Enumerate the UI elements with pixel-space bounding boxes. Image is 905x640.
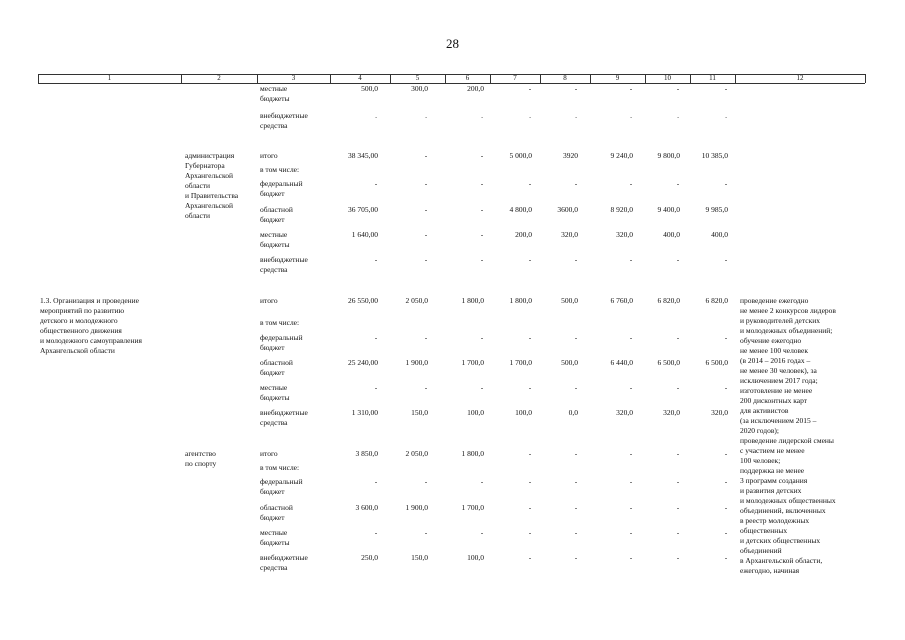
amount-cell-c10: - xyxy=(676,449,680,458)
column-header: 7 xyxy=(513,74,517,82)
amount-cell-c7: - xyxy=(528,477,532,486)
column-header: 4 xyxy=(358,74,362,82)
amount-cell-c6: 1 700,0 xyxy=(461,503,484,512)
amount-cell-c5: - xyxy=(424,179,428,188)
amount-cell-c5: 1 900,0 xyxy=(405,358,428,367)
amount-cell-c9: - xyxy=(629,179,633,188)
amount-cell-c11: 10 385,0 xyxy=(701,151,728,160)
header-column-divider xyxy=(865,74,866,83)
amount-cell-c4: - xyxy=(374,383,378,392)
amount-cell-c9: - xyxy=(629,477,633,486)
funding-source-label: в том числе: xyxy=(260,463,300,472)
amount-cell-c6: - xyxy=(480,230,484,239)
amount-cell-c11: 400,0 xyxy=(711,230,728,239)
amount-cell-c4: - xyxy=(374,255,378,264)
amount-cell-c6: - xyxy=(480,255,484,264)
amount-cell-c5: - xyxy=(424,255,428,264)
amount-cell-c6: - xyxy=(480,383,484,392)
amount-cell-c10: 6 820,0 xyxy=(657,296,680,305)
amount-cell-c10: 9 400,0 xyxy=(657,205,680,214)
amount-cell-c4: 1 640,00 xyxy=(351,230,378,239)
amount-cell-c10: 6 500,0 xyxy=(657,358,680,367)
amount-cell-c6: - xyxy=(480,179,484,188)
funding-source-label: в том числе: xyxy=(260,165,300,174)
amount-cell-c9: - xyxy=(629,333,633,342)
amount-cell-c5: - xyxy=(424,383,428,392)
amount-cell-c6: - xyxy=(480,477,484,486)
funding-source-label: внебюджетные средства xyxy=(260,255,308,274)
amount-cell-c5: - xyxy=(424,333,428,342)
amount-cell-c6: - xyxy=(480,205,484,214)
amount-cell-c7: 100,0 xyxy=(515,408,532,417)
amount-cell-c9: - xyxy=(629,449,633,458)
amount-cell-c6: 1 800,0 xyxy=(461,296,484,305)
funding-source-label: итого xyxy=(260,296,278,305)
amount-cell-c4: 250,0 xyxy=(361,553,378,562)
amount-cell-c8: - xyxy=(574,528,578,537)
funding-source-label: местные бюджеты xyxy=(260,528,290,547)
amount-cell-c11: - xyxy=(724,333,728,342)
amount-cell-c7: 5 000,0 xyxy=(509,151,532,160)
amount-cell-c10: - xyxy=(676,477,680,486)
amount-cell-c11: . xyxy=(725,111,727,120)
column-header: 9 xyxy=(615,74,620,82)
amount-cell-c11: - xyxy=(724,383,728,392)
amount-cell-c7: 200,0 xyxy=(515,230,532,239)
amount-cell-c6: - xyxy=(480,528,484,537)
amount-cell-c7: - xyxy=(528,383,532,392)
funding-source-label: в том числе: xyxy=(260,318,300,327)
amount-cell-c11: - xyxy=(724,553,728,562)
amount-cell-c11: 320,0 xyxy=(711,408,728,417)
amount-cell-c6: - xyxy=(480,151,484,160)
amount-cell-c11: - xyxy=(724,84,728,93)
amount-cell-c8: - xyxy=(574,477,578,486)
amount-cell-c7: - xyxy=(528,84,532,93)
amount-cell-c8: 3920 xyxy=(563,151,578,160)
amount-cell-c10: 400,0 xyxy=(663,230,680,239)
amount-cell-c8: . xyxy=(575,111,577,120)
amount-cell-c10: - xyxy=(676,528,680,537)
page-number: 28 xyxy=(446,36,459,51)
amount-cell-c7: - xyxy=(528,179,532,188)
amount-cell-c9: 320,0 xyxy=(616,230,633,239)
amount-cell-c8: - xyxy=(574,503,578,512)
amount-cell-c9: 9 240,0 xyxy=(610,151,633,160)
amount-cell-c11: - xyxy=(724,503,728,512)
amount-cell-c9: . xyxy=(630,111,632,120)
amount-cell-c8: - xyxy=(574,553,578,562)
amount-cell-c5: . xyxy=(425,111,427,120)
amount-cell-c10: - xyxy=(676,333,680,342)
amount-cell-c7: - xyxy=(528,449,532,458)
amount-cell-c5: 300,0 xyxy=(411,84,428,93)
amount-cell-c7: - xyxy=(528,528,532,537)
amount-cell-c11: - xyxy=(724,528,728,537)
funding-source-label: федеральный бюджет xyxy=(260,179,303,198)
amount-cell-c5: 2 050,0 xyxy=(405,296,428,305)
column-header: 6 xyxy=(465,74,470,82)
amount-cell-c6: 100,0 xyxy=(467,408,484,417)
amount-cell-c8: 500,0 xyxy=(561,296,578,305)
column-header: 5 xyxy=(415,74,420,82)
amount-cell-c7: 1 800,0 xyxy=(509,296,532,305)
amount-cell-c9: 6 760,0 xyxy=(610,296,633,305)
amount-cell-c9: 320,0 xyxy=(616,408,633,417)
column-header: 8 xyxy=(563,74,567,82)
column-header: 10 xyxy=(664,74,671,82)
amount-cell-c5: 150,0 xyxy=(411,553,428,562)
amount-cell-c10: 9 800,0 xyxy=(657,151,680,160)
amount-cell-c4: - xyxy=(374,477,378,486)
funding-source-label: областной бюджет xyxy=(260,358,293,377)
amount-cell-c4: 25 240,00 xyxy=(348,358,378,367)
amount-cell-c9: - xyxy=(629,553,633,562)
amount-cell-c8: - xyxy=(574,255,578,264)
amount-cell-c8: 500,0 xyxy=(561,358,578,367)
amount-cell-c5: 2 050,0 xyxy=(405,449,428,458)
funding-source-label: федеральный бюджет xyxy=(260,477,303,496)
amount-cell-c10: - xyxy=(676,383,680,392)
amount-cell-c7: 4 800,0 xyxy=(509,205,532,214)
amount-cell-c11: 6 500,0 xyxy=(705,358,728,367)
amount-cell-c8: 3600,0 xyxy=(557,205,578,214)
executor-administration: администрация Губернатора Архангельской области и Правительства Архангельской области xyxy=(185,151,239,220)
funding-source-label: областной бюджет xyxy=(260,503,293,522)
amount-cell-c8: - xyxy=(574,383,578,392)
amount-cell-c9: 8 920,0 xyxy=(610,205,633,214)
amount-cell-c6: 200,0 xyxy=(467,84,484,93)
amount-cell-c11: - xyxy=(724,449,728,458)
amount-cell-c9: - xyxy=(629,528,633,537)
amount-cell-c4: 3 850,0 xyxy=(355,449,378,458)
amount-cell-c7: - xyxy=(528,553,532,562)
amount-cell-c4: - xyxy=(374,528,378,537)
amount-cell-c4: 500,0 xyxy=(361,84,378,93)
amount-cell-c4: - xyxy=(374,179,378,188)
column-header: 11 xyxy=(709,74,716,82)
funding-source-label: местные бюджеты xyxy=(260,230,290,249)
amount-cell-c9: - xyxy=(629,383,633,392)
expected-result: проведение ежегодно не менее 2 конкурсов лидеров и руководителей детских и молодежных объединений; обучение ежегодно не менее 100 человек (в 2014 – 2016 годах – не менее 30 человек), за исключением 2017 года; изготовление не менее 200 дисконтных карт для активистов (за исключением 2015 – 2020 годов); проведение лидерской смены с участием не менее 100 человек; поддержка не менее 3 программ создания и развития детских и молодежных общественных объединений, включенных в реестр молодежных общественных и детских общественных объединений в Архангельской области, ежегодно, начиная xyxy=(740,296,836,575)
amount-cell-c8: - xyxy=(574,449,578,458)
amount-cell-c11: - xyxy=(724,255,728,264)
funding-source-label: местные бюджеты xyxy=(260,383,290,402)
amount-cell-c7: - xyxy=(528,255,532,264)
amount-cell-c10: - xyxy=(676,503,680,512)
column-header: 12 xyxy=(796,74,804,82)
amount-cell-c8: 320,0 xyxy=(561,230,578,239)
amount-cell-c4: 1 310,00 xyxy=(351,408,378,417)
amount-cell-c4: 3 600,0 xyxy=(355,503,378,512)
amount-cell-c9: - xyxy=(629,84,633,93)
amount-cell-c9: - xyxy=(629,503,633,512)
funding-source-label: федеральный бюджет xyxy=(260,333,303,352)
amount-cell-c7: - xyxy=(528,503,532,512)
amount-cell-c5: 150,0 xyxy=(411,408,428,417)
amount-cell-c5: 1 900,0 xyxy=(405,503,428,512)
funding-source-label: внебюджетные средства xyxy=(260,553,308,572)
amount-cell-c10: - xyxy=(676,255,680,264)
column-header: 2 xyxy=(217,74,221,82)
amount-cell-c8: 0,0 xyxy=(568,408,578,417)
amount-cell-c11: - xyxy=(724,477,728,486)
amount-cell-c4: 26 550,00 xyxy=(348,296,378,305)
amount-cell-c6: 100,0 xyxy=(467,553,484,562)
amount-cell-c7: . xyxy=(529,111,531,120)
amount-cell-c11: - xyxy=(724,179,728,188)
amount-cell-c5: - xyxy=(424,205,428,214)
amount-cell-c10: - xyxy=(676,553,680,562)
amount-cell-c9: - xyxy=(629,255,633,264)
column-header: 1 xyxy=(107,74,112,82)
amount-cell-c7: 1 700,0 xyxy=(509,358,532,367)
amount-cell-c10: - xyxy=(676,84,680,93)
column-header: 3 xyxy=(291,74,296,82)
amount-cell-c10: . xyxy=(677,111,679,120)
amount-cell-c6: . xyxy=(481,111,483,120)
amount-cell-c11: 6 820,0 xyxy=(705,296,728,305)
funding-source-label: итого xyxy=(260,151,278,160)
amount-cell-c4: . xyxy=(375,111,377,120)
amount-cell-c4: - xyxy=(374,333,378,342)
amount-cell-c5: - xyxy=(424,477,428,486)
amount-cell-c6: - xyxy=(480,333,484,342)
amount-cell-c4: 36 705,00 xyxy=(348,205,378,214)
amount-cell-c11: 9 985,0 xyxy=(705,205,728,214)
amount-cell-c5: - xyxy=(424,151,428,160)
funding-source-label: внебюджетные средства xyxy=(260,408,308,427)
amount-cell-c5: - xyxy=(424,230,428,239)
amount-cell-c7: - xyxy=(528,333,532,342)
funding-source-label: итого xyxy=(260,449,278,458)
amount-cell-c9: 6 440,0 xyxy=(610,358,633,367)
amount-cell-c8: - xyxy=(574,179,578,188)
funding-source-label: местные бюджеты xyxy=(260,84,290,103)
amount-cell-c6: 1 700,0 xyxy=(461,358,484,367)
amount-cell-c4: 38 345,00 xyxy=(348,151,378,160)
amount-cell-c8: - xyxy=(574,333,578,342)
amount-cell-c10: 320,0 xyxy=(663,408,680,417)
amount-cell-c10: - xyxy=(676,179,680,188)
amount-cell-c8: - xyxy=(574,84,578,93)
amount-cell-c6: 1 800,0 xyxy=(461,449,484,458)
measure-title: 1.3. Организация и проведение мероприятий по развитию детского и молодежного общественного движения и молодежного самоуправления Архангельской области xyxy=(40,296,142,355)
amount-cell-c5: - xyxy=(424,528,428,537)
executor-sports-agency: агентство по спорту xyxy=(185,449,217,468)
funding-source-label: областной бюджет xyxy=(260,205,293,224)
funding-source-label: внебюджетные средства xyxy=(260,111,308,130)
